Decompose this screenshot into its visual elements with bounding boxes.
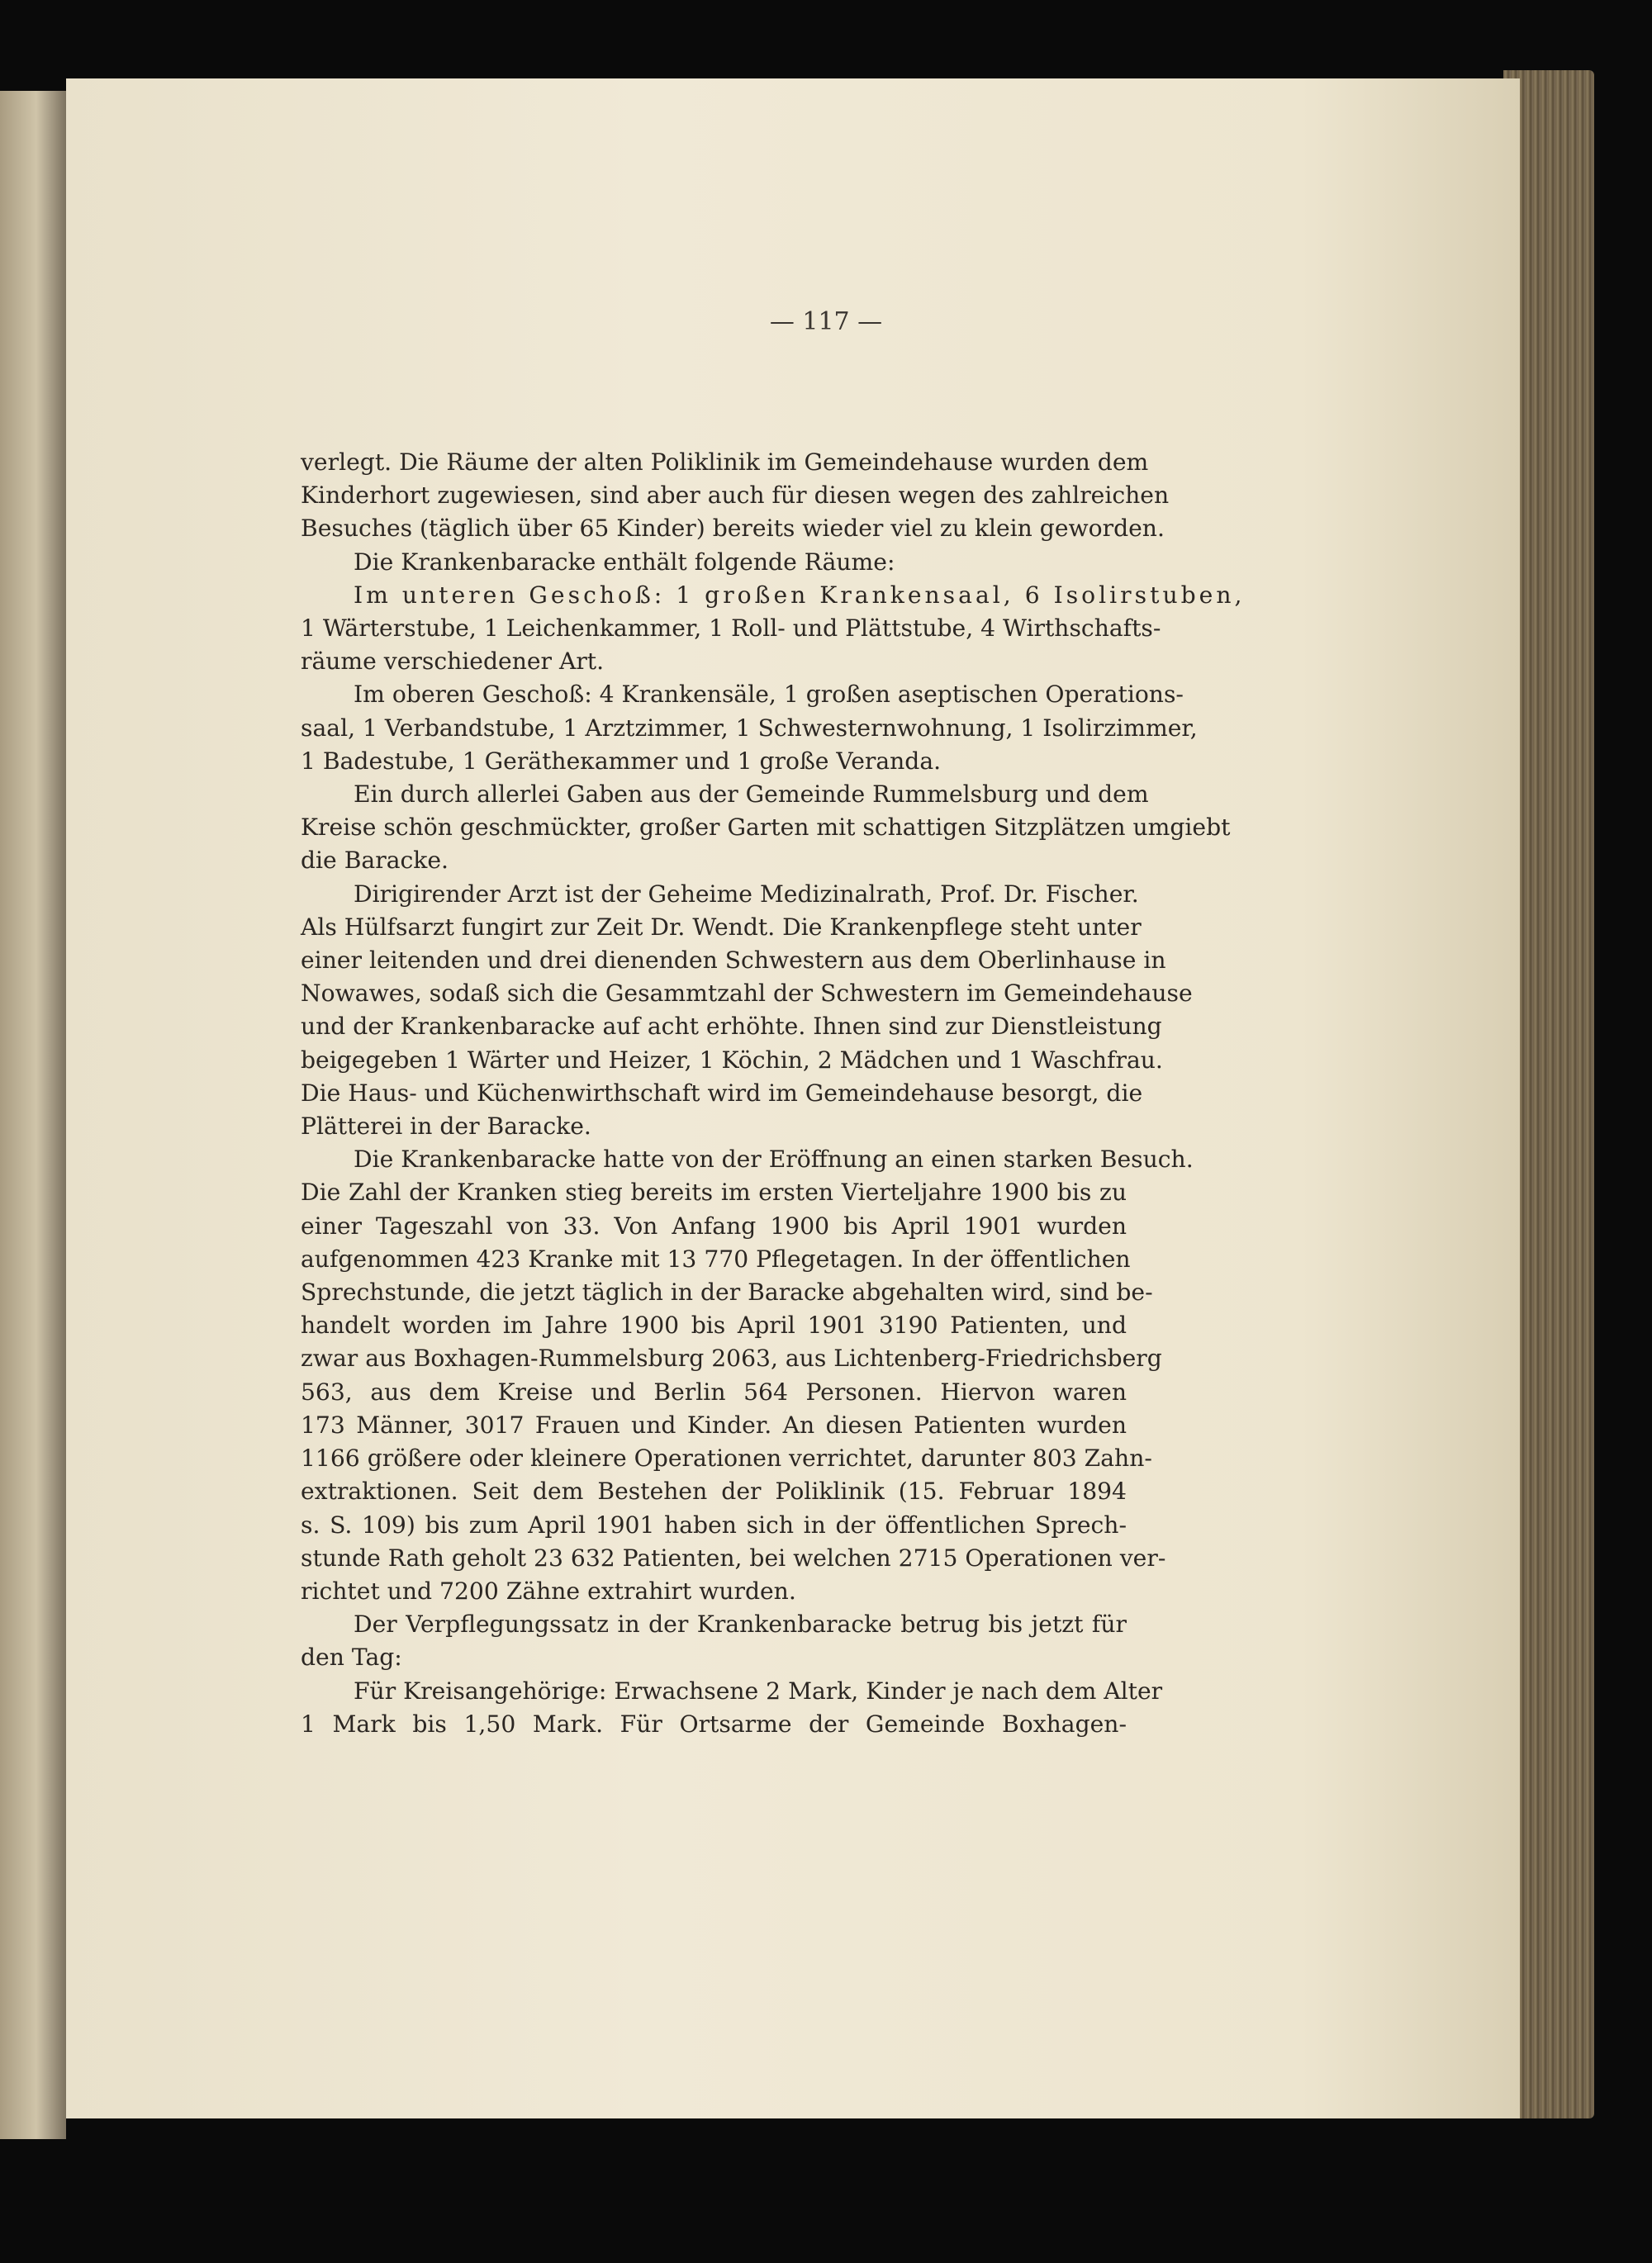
text-line: aufgenommen 423 Kranke mit 13 770 Pflegetagen. In der öffentlichen <box>301 1245 1131 1273</box>
text-line: Kinderhort zugewiesen, sind aber auch für diesen wegen des zahlreichen <box>301 482 1170 510</box>
text-line: extraktionen. Seit dem Bestehen der Poliklinik (15. Februar 1894 <box>301 1478 1127 1506</box>
text-line: Im oberen Geschoß: 4 Krankensäle, 1 großen aseptischen Operations- <box>354 681 1184 709</box>
facing-page-edge <box>0 91 66 2139</box>
page-number-header: — 117 — <box>769 307 883 336</box>
text-line: Die Krankenbaracke enthält folgende Räume: <box>354 548 895 576</box>
text-line: zwar aus Boxhagen-Rummelsburg 2063, aus Lichtenberg-Friedrichsberg <box>301 1345 1162 1373</box>
text-line: Die Krankenbaracke hatte von der Eröffnung an einen starken Besuch. <box>354 1146 1194 1174</box>
body-text <box>301 446 1246 1741</box>
text-line: Nowawes, sodaß sich die Gesammtzahl der Schwestern im Gemeindehause <box>301 980 1193 1008</box>
text-line: Als Hülfsarzt fungirt zur Zeit Dr. Wendt. Die Krankenpflege steht unter <box>301 913 1142 941</box>
text-line: Der Verpflegungssatz in der Krankenbaracke betrug bis jetzt für <box>354 1611 1127 1639</box>
text-line: saal, 1 Verbandstube, 1 Arztzimmer, 1 Schwesternwohnung, 1 Isolirzimmer, <box>301 714 1198 742</box>
text-line: die Baracke. <box>301 847 449 875</box>
text-line: Für Kreisangehörige: Erwachsene 2 Mark, Kinder je nach dem Alter <box>354 1677 1163 1705</box>
text-line: Dirigirender Arzt ist der Geheime Medizinalrath, Prof. Dr. Fischer. <box>354 880 1139 908</box>
text-line: einer leitenden und drei dienenden Schwestern aus dem Oberlinhause in <box>301 946 1166 975</box>
text-line: Ein durch allerlei Gaben aus der Gemeinde Rummelsburg und dem <box>354 780 1149 809</box>
text-line: Die Zahl der Kranken stieg bereits im ersten Vierteljahre 1900 bis zu <box>301 1179 1127 1207</box>
text-line: 563, aus dem Kreise und Berlin 564 Personen. Hiervon waren <box>301 1378 1127 1406</box>
text-line: stunde Rath geholt 23 632 Patienten, bei welchen 2715 Operationen ver- <box>301 1544 1166 1572</box>
text-line: 173 Männer, 3017 Frauen und Kinder. An diesen Patienten wurden <box>301 1411 1127 1439</box>
text-line: einer Tageszahl von 33. Von Anfang 1900 bis April 1901 wurden <box>301 1212 1127 1240</box>
text-line: s. S. 109) bis zum April 1901 haben sich in der öffentlichen Sprech- <box>301 1511 1127 1539</box>
text-line: richtet und 7200 Zähne extrahirt wurden. <box>301 1577 796 1605</box>
text-line: Die Haus- und Küchenwirthschaft wird im Gemeindehause besorgt, die <box>301 1079 1143 1107</box>
text-line: räume verschiedener Art. <box>301 648 605 676</box>
text-line: Kreise schön geschmückter, großer Garten mit schattigen Sitzplätzen umgiebt <box>301 814 1231 842</box>
text-line: 1166 größere oder kleinere Operationen verrichtet, darunter 803 Zahn- <box>301 1445 1152 1473</box>
text-line: verlegt. Die Räume der alten Poliklinik im Gemeindehause wurden dem <box>301 448 1149 476</box>
text-line: den Tag: <box>301 1644 402 1672</box>
text-line: Sprechstunde, die jetzt täglich in der Baracke abgehalten wird, sind be- <box>301 1279 1153 1307</box>
text-line: 1 Wärterstube, 1 Leichenkammer, 1 Roll- und Plättstube, 4 Wirthschafts- <box>301 614 1161 643</box>
text-line: und der Krankenbaracke auf acht erhöhte. Ihnen sind zur Dienstleistung <box>301 1013 1162 1041</box>
text-line: 1 Mark bis 1,50 Mark. Für Ortsarme der Gemeinde Boxhagen- <box>301 1710 1127 1738</box>
text-line: Besuches (täglich über 65 Kinder) bereits wieder viel zu klein geworden. <box>301 515 1165 543</box>
text-line: 1 Badestube, 1 Gerätheкammer und 1 große Veranda. <box>301 747 942 775</box>
text-line: Im unteren Geschoß: 1 großen Krankensaal, 6 Isolirstuben, <box>354 581 1246 609</box>
text-line: beigegeben 1 Wärter und Heizer, 1 Köchin, 2 Mädchen und 1 Waschfrau. <box>301 1046 1163 1074</box>
text-line: handelt worden im Jahre 1900 bis April 1901 3190 Patienten, und <box>301 1312 1127 1340</box>
text-line: Plätterei in der Baracke. <box>301 1113 591 1141</box>
